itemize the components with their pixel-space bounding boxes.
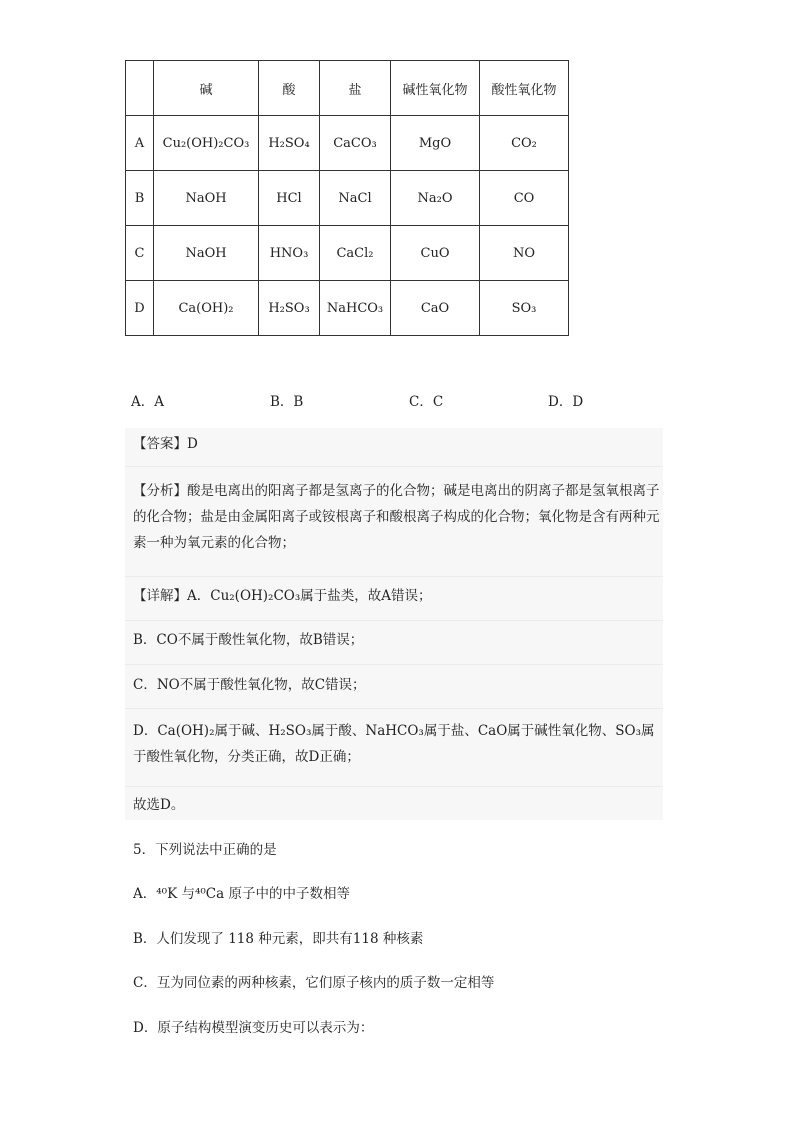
table-cell: Cu₂(OH)₂CO₃ <box>154 116 259 171</box>
classification-table <box>125 60 569 336</box>
table-cell: NaHCO₃ <box>320 281 391 336</box>
answer-label: 【答案】 <box>133 436 187 452</box>
table-row <box>126 171 569 226</box>
table-header-cell: 盐 <box>320 61 391 116</box>
table-cell: HNO₃ <box>259 226 320 281</box>
table-cell: SO₃ <box>480 281 569 336</box>
option-b: B．B <box>270 394 304 410</box>
answer-line <box>133 434 198 454</box>
table-header-cell: 碱性氧化物 <box>391 61 480 116</box>
table-header-cell: 碱 <box>154 61 259 116</box>
table-cell: Ca(OH)₂ <box>154 281 259 336</box>
divider <box>125 664 663 665</box>
analysis-text: 酸是电离出的阳离子都是氢离子的化合物；碱是电离出的阴离子都是氢氧根离子的化合物；盐是由金属阳离子或铵根离子和酸根离子构成的化合物；氧化物是含有两种元素一种为氧元素的化合物； <box>133 483 660 551</box>
table-cell: HCl <box>259 171 320 226</box>
option-a: A．A <box>131 394 164 410</box>
divider <box>125 620 663 621</box>
table-cell: NO <box>480 226 569 281</box>
question-5-option-c: C．互为同位素的两种核素，它们原子核内的质子数一定相等 <box>133 975 495 991</box>
conclusion-line: 故选D。 <box>133 797 185 813</box>
answer-value: D <box>187 436 198 452</box>
divider <box>125 466 663 467</box>
table-row <box>126 226 569 281</box>
table-cell: CaO <box>391 281 480 336</box>
question-5-option-a: A．⁴⁰K 与⁴⁰Ca 原子中的中子数相等 <box>133 886 350 902</box>
table-cell: H₂SO₄ <box>259 116 320 171</box>
detail-line-b: B．CO不属于酸性氧化物，故B错误； <box>133 632 364 648</box>
table-cell: CO <box>480 171 569 226</box>
detail-label: 【详解】 <box>133 588 187 604</box>
analysis-paragraph <box>133 478 661 556</box>
analysis-label: 【分析】 <box>133 483 187 499</box>
table-cell: NaOH <box>154 171 259 226</box>
row-label: D <box>126 281 154 336</box>
divider <box>125 708 663 709</box>
table-cell: Na₂O <box>391 171 480 226</box>
option-d: D．D <box>548 394 584 410</box>
table-header-cell <box>126 61 154 116</box>
detail-line-c: C．NO不属于酸性氧化物，故C错误； <box>133 677 366 693</box>
table-cell: CaCO₃ <box>320 116 391 171</box>
table-cell: NaCl <box>320 171 391 226</box>
table-cell: MgO <box>391 116 480 171</box>
question-5-stem: 5．下列说法中正确的是 <box>133 842 277 858</box>
table-cell: H₂SO₃ <box>259 281 320 336</box>
table-header-cell: 酸 <box>259 61 320 116</box>
row-label: A <box>126 116 154 171</box>
row-label: C <box>126 226 154 281</box>
divider <box>125 576 663 577</box>
option-c: C．C <box>409 394 444 410</box>
table-cell: CaCl₂ <box>320 226 391 281</box>
answer-options <box>131 390 671 410</box>
detail-a-text: A．Cu₂(OH)₂CO₃属于盐类，故A错误； <box>187 588 432 604</box>
table-row <box>126 281 569 336</box>
table-cell: CuO <box>391 226 480 281</box>
row-label: B <box>126 171 154 226</box>
detail-line-d: D．Ca(OH)₂属于碱、H₂SO₃属于酸、NaHCO₃属于盐、CaO属于碱性氧化物、SO₃属于酸性氧化物，分类正确，故D正确； <box>133 723 655 765</box>
table-header-cell: 酸性氧化物 <box>480 61 569 116</box>
table-row <box>126 116 569 171</box>
detail-line-a <box>133 586 432 606</box>
divider <box>125 786 663 787</box>
table-cell: NaOH <box>154 226 259 281</box>
table-cell: CO₂ <box>480 116 569 171</box>
question-5-option-d: D．原子结构模型演变历史可以表示为： <box>133 1020 374 1036</box>
question-5-option-b: B．人们发现了 118 种元素，即共有118 种核素 <box>133 931 424 947</box>
table-header-row <box>126 61 569 116</box>
